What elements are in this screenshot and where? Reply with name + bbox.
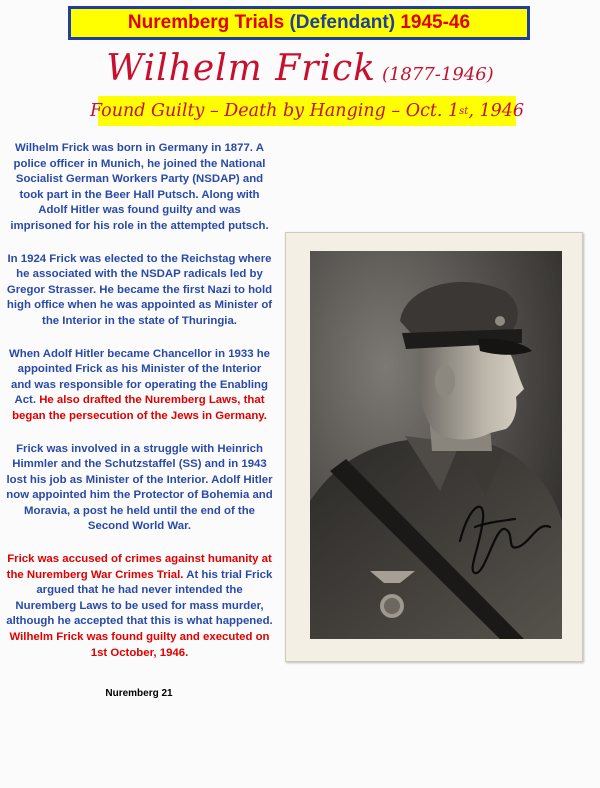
verdict-superscript: st [459, 105, 469, 117]
bio-p5-verdict: Wilhelm Frick was found guilty and executed on 1st October, 1946. [9, 631, 270, 659]
verdict-banner [90, 96, 524, 126]
verdict-text: Found Guilty – Death by Hanging – Oct. 1 [90, 101, 460, 121]
person-heading [0, 48, 600, 89]
person-lifespan: (1877-1946) [381, 64, 494, 85]
portrait-photo [310, 251, 562, 639]
bio-paragraph-2: In 1924 Frick was elected to the Reichstag where he associated with the NSDAP radicals led by Gregor Strasser. He became the first Nazi to hold high office when he was appointed as Minister of the Interior in the state of Thuringia. [6, 252, 273, 327]
person-name: Wilhelm Frick [106, 48, 376, 89]
bio-paragraph-1: Wilhelm Frick was born in Germany in 1877. A police officer in Munich, he joined the National Socialist German Workers Party (NSDAP) and took part in the Beer Hall Putsch. Along with Adolf Hitler was found guilty and was imprisoned for his role in the attempted putsch. [10, 142, 269, 232]
bio-p3-highlight: He also drafted the Nuremberg Laws, that began the persecution of the Jews in Germany. [12, 394, 267, 422]
portrait-illustration [310, 251, 562, 639]
page-label: Nuremberg 21 [105, 688, 173, 699]
banner-title: Nuremberg Trials [127, 12, 285, 33]
signed-photo-card [285, 232, 583, 662]
verdict-text-end: , 1946 [468, 101, 524, 121]
banner-role: (Defendant) [289, 12, 396, 33]
title-banner [68, 6, 530, 40]
bio-p3-text: When Adolf Hitler became Chancellor in 1933 he appointed Frick as his Minister of the Interior and was responsible for operating the Enabling Act. [9, 347, 270, 407]
bio-p5-text: At his trial Frick argued that he had never intended the Nuremberg Laws to be used for mass murder, although he accepted that this is what happened. [6, 568, 273, 628]
bio-p5-highlight: Frick was accused of crimes against humanity at the Nuremberg War Crimes Trial. [6, 553, 272, 581]
bio-paragraph-4: Frick was involved in a struggle with Heinrich Himmler and the Schutzstaffel (SS) and in 1943 lost his job as Minister of the Interior. Adolf Hitler now appointed him the Protector of Bohemia and Moravia, a post he held until the end of the Second World War. [6, 442, 273, 533]
banner-years: 1945-46 [400, 12, 471, 33]
bio-paragraph-5 [6, 552, 273, 661]
biography [6, 141, 273, 678]
bio-paragraph-3 [6, 347, 273, 425]
